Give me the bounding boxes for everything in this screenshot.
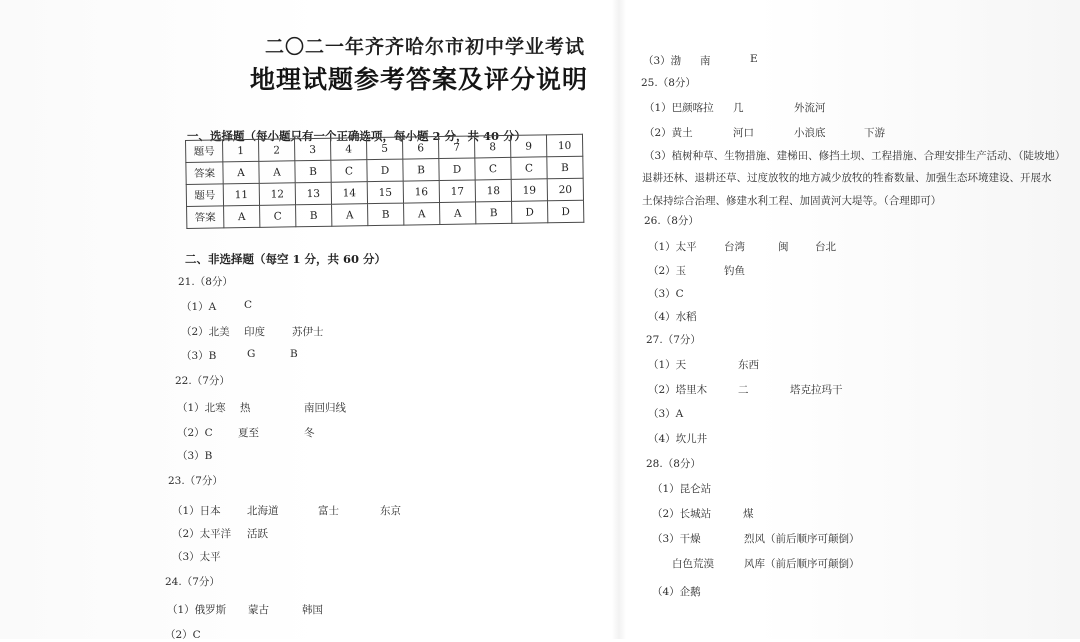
table-cell: 17 [439,180,475,203]
table-cell: A [223,161,259,184]
answer-text: 25.（8分） [641,77,696,89]
row-header-cell: 题号 [186,140,223,163]
answer-text: 韩国 [302,604,323,616]
answer-text: B [290,348,298,360]
table-cell: B [403,159,439,182]
answer-text: 外流河 [794,102,826,114]
answer-text: 东京 [380,505,401,517]
answer-text: 几 [733,102,744,114]
answer-text: 28.（8分） [646,458,701,470]
answer-text: C [244,299,253,311]
table-cell: 8 [474,135,510,158]
answer-text: 二 [738,384,749,396]
answer-text: （3）B [181,350,217,362]
section2-heading: 二、非选择题（每空 1 分，共 60 分） [185,252,387,266]
table-cell: 2 [258,139,294,162]
answer-text: （3）C [648,288,684,300]
answer-text: （2）塔里木 [648,384,708,396]
answer-text: 退耕还林、退耕还草、过度放牧的地方减少放牧的牲畜数量、加强生态环境建设、开展水 [642,172,1052,184]
answer-text: （3）植树种草、生物措施、建梯田、修挡土坝、工程措施、合理安排生产活动、（陡坡地） [644,150,1066,162]
answer-text: （4）企鹅 [652,586,701,598]
table-cell: 9 [510,135,546,158]
answer-text: 钓鱼 [724,265,745,277]
answer-text: 煤 [743,508,754,520]
table-cell: 1 [223,139,259,162]
table-cell: 19 [511,179,547,202]
table-cell: A [224,205,260,228]
answer-text: （2）北美 [181,326,230,338]
answer-text: 北海道 [247,505,279,517]
answer-text: （3）太平 [172,551,221,563]
table-cell: D [367,159,403,182]
answer-text: 印度 [244,326,265,338]
answer-text: （3）干燥 [652,533,701,545]
table-cell: B [296,204,332,227]
answer-text: 东西 [738,359,759,371]
table-cell: C [331,160,367,183]
page-fold [612,0,626,639]
table-cell: C [511,157,547,180]
answer-text: （2）C [165,629,201,641]
table-cell: 12 [259,183,295,206]
answer-text: 蒙古 [248,604,269,616]
table-cell: 18 [475,179,511,202]
answer-text: 24.（7分） [165,576,220,588]
answer-text: 烈风（前后顺序可颠倒） [744,533,860,545]
answer-text: 富士 [318,505,339,517]
table-cell: A [440,202,476,225]
table-cell: 11 [223,183,259,206]
answer-text: （1）日本 [172,505,221,517]
table-cell: 4 [330,138,366,161]
table-cell: A [259,161,295,184]
table-cell: C [475,157,511,180]
answer-text: （4）坎儿井 [648,433,708,445]
answer-text: 夏至 [238,427,259,439]
answer-text: （4）水稻 [648,311,697,323]
table-cell: A [404,203,440,226]
answer-text: （2）玉 [648,265,687,277]
table-cell: B [476,201,512,224]
row-header-cell: 题号 [186,184,223,207]
answer-text: 台湾 [724,241,745,253]
answer-text: （3）B [177,450,213,462]
table-cell: 7 [438,136,474,159]
answer-text: （1）太平 [648,241,697,253]
answer-text: 26.（8分） [644,215,699,227]
answer-text: （1）俄罗斯 [167,604,227,616]
answer-text: 活跃 [247,528,268,540]
answer-text: （1）昆仑站 [652,483,712,495]
row-header-cell: 答案 [186,162,223,185]
table-cell: B [547,156,583,179]
table-cell: D [439,158,475,181]
answer-text: 河口 [733,127,754,139]
answer-text: （2）C [177,427,213,439]
answer-text: 土保持综合治理、修建水利工程、加固黄河大堤等。（合理即可） [642,195,942,207]
table-cell: 15 [367,181,403,204]
table-cell: B [295,160,331,183]
table-cell: 5 [366,137,402,160]
answer-text: 白色荒漠 [672,558,714,570]
exam-title: 二〇二一年齐齐哈尔市初中学业考试 [265,36,586,58]
answer-text: G [247,348,256,360]
table-cell: 14 [331,182,367,205]
answer-text: （2）太平洋 [172,528,232,540]
table-cell: 3 [294,138,330,161]
answer-text: 塔克拉玛干 [790,384,843,396]
section1-heading: 一、选择题（每小题只有一个正确选项，每小题 2 分，共 40 分） [187,129,527,143]
answer-text: 下游 [864,127,885,139]
answer-text: （2）黄土 [644,127,693,139]
answer-text: 热 [240,402,251,414]
answer-text: 闽 [778,241,789,253]
answer-key-title: 地理试题参考答案及评分说明 [250,65,589,94]
answer-text: 风库（前后顺序可颠倒） [744,558,860,570]
answer-text: 23.（7分） [168,475,223,487]
answer-text: （1）A [181,301,217,313]
answer-text: 27.（7分） [646,334,701,346]
table-cell: 10 [546,134,582,157]
answer-text: 22.（7分） [175,375,230,387]
table-cell: B [368,203,404,226]
table-cell: A [332,204,368,227]
answer-text: 冬 [304,427,315,439]
answer-text: 台北 [815,241,836,253]
answer-text: 南 [700,55,711,67]
answer-text: 南回归线 [304,402,346,414]
table-cell: 16 [403,181,439,204]
answer-text: 21.（8分） [178,276,233,288]
answer-text: E [750,53,758,65]
answer-text: （1）北寒 [177,402,226,414]
multiple-choice-answer-table [185,134,584,229]
answer-text: （3）渤 [643,55,682,67]
table-cell: 20 [547,178,583,201]
answer-text: （3）A [648,408,684,420]
answer-text: （2）长城站 [652,508,712,520]
answer-text: 苏伊士 [292,326,324,338]
table-cell: D [547,200,583,223]
answer-text: （1）巴颜喀拉 [644,102,714,114]
table-cell: D [512,201,548,224]
answer-text: 小浪底 [794,127,826,139]
table-cell: 6 [402,137,438,160]
answer-text: （1）天 [648,359,687,371]
table-cell: C [260,205,296,228]
table-cell: 13 [295,182,331,205]
row-header-cell: 答案 [187,206,224,229]
